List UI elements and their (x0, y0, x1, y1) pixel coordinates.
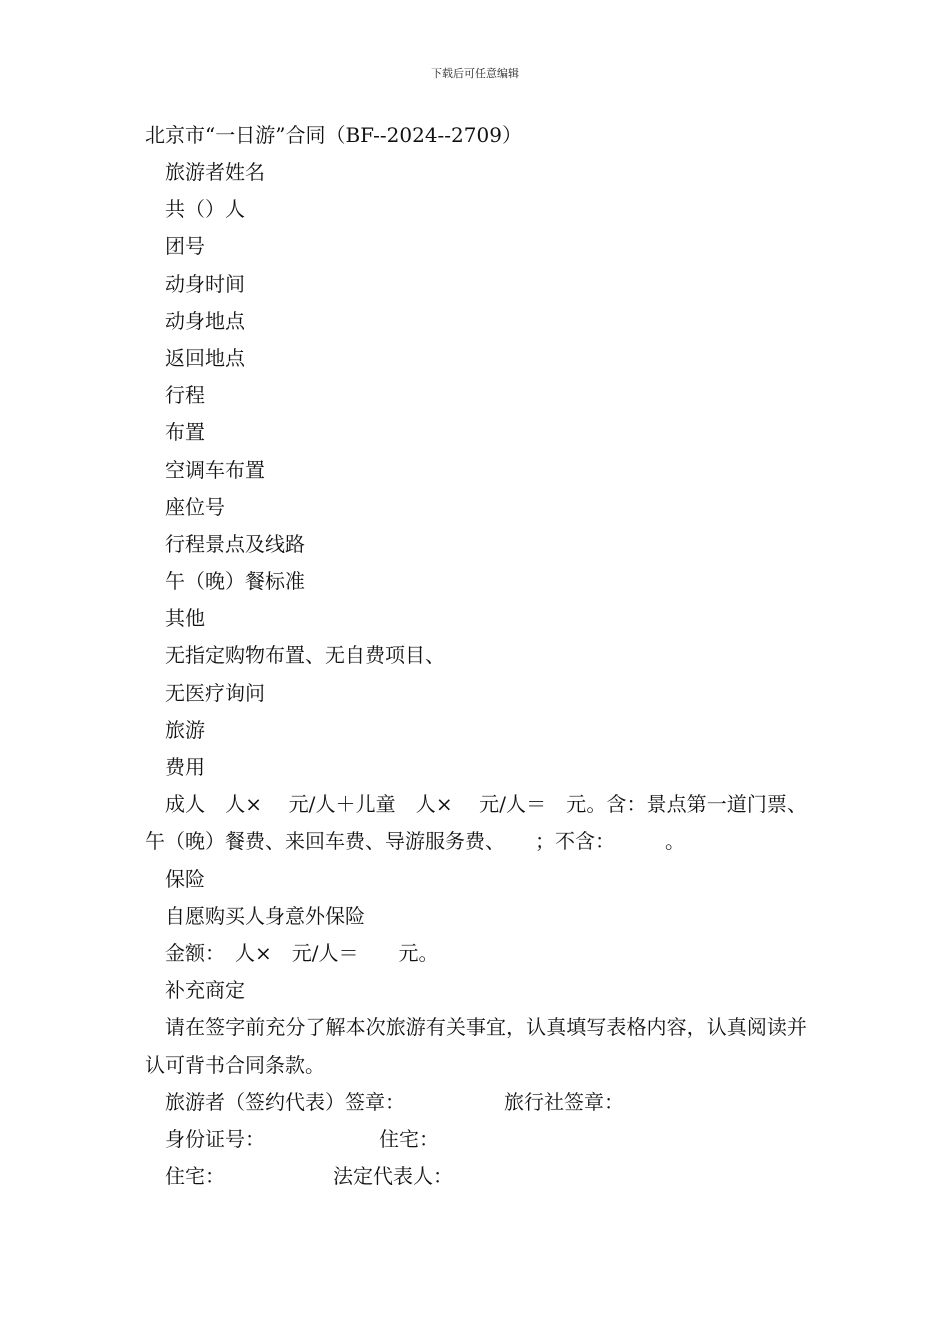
tourist-signature-label: 旅游者（签约代表）签章： (165, 1089, 405, 1114)
fee-paragraph: 成人 人× 元/人＋儿童 人× 元/人＝ 元。含：景点第一道门票、午（晚）餐费、来回车费、导游服务费、 ；不含： 。 (145, 792, 807, 854)
field-list-b (145, 861, 807, 1010)
signature-row-3 (145, 1158, 807, 1195)
page-header-note: 下载后可任意编辑 (431, 67, 519, 80)
agency-signature-label: 旅行社签章： (504, 1089, 624, 1114)
field-departure-place: 动身地点 (165, 308, 245, 333)
field-list-a (145, 154, 807, 786)
field-amount: 金额： 人× 元/人＝ 元。 (165, 940, 439, 965)
signature-row-1 (145, 1084, 807, 1121)
notice-paragraph: 请在签字前充分了解本次旅游有关事宜，认真填写表格内容，认真阅读并认可背书合同条款。 (145, 1015, 807, 1077)
field-group-number: 团号 (165, 234, 205, 259)
field-itinerary: 行程 (165, 383, 205, 408)
field-meal-standard: 午（晚）餐标准 (165, 569, 305, 594)
signature-row-2 (145, 1121, 807, 1158)
contract-document (145, 117, 807, 1195)
field-insurance: 保险 (165, 866, 205, 891)
field-voluntary-insurance: 自愿购买人身意外保险 (165, 903, 365, 928)
field-ac-bus: 空调车布置 (165, 457, 265, 482)
field-travel: 旅游 (165, 717, 205, 742)
residence-label-2: 住宅： (165, 1164, 225, 1189)
field-attractions-route: 行程景点及线路 (165, 531, 305, 556)
field-arrangement: 布置 (165, 420, 205, 445)
field-supplementary: 补充商定 (165, 978, 245, 1003)
legal-representative-label: 法定代表人： (333, 1164, 453, 1189)
field-seat-number: 座位号 (165, 494, 225, 519)
field-return-place: 返回地点 (165, 345, 245, 370)
field-no-medical: 无医疗询问 (165, 680, 265, 705)
field-headcount: 共（）人 (165, 197, 245, 222)
field-departure-time: 动身时间 (165, 271, 245, 296)
document-title: 北京市“一日游”合同（BF--2024--2709） (145, 123, 522, 147)
field-other: 其他 (165, 606, 205, 631)
field-no-shopping: 无指定购物布置、无自费项目、 (165, 643, 445, 668)
field-tourist-name: 旅游者姓名 (165, 160, 265, 184)
field-fee: 费用 (165, 755, 205, 779)
id-number-label: 身份证号： (165, 1126, 265, 1151)
residence-label-1: 住宅： (379, 1126, 439, 1151)
